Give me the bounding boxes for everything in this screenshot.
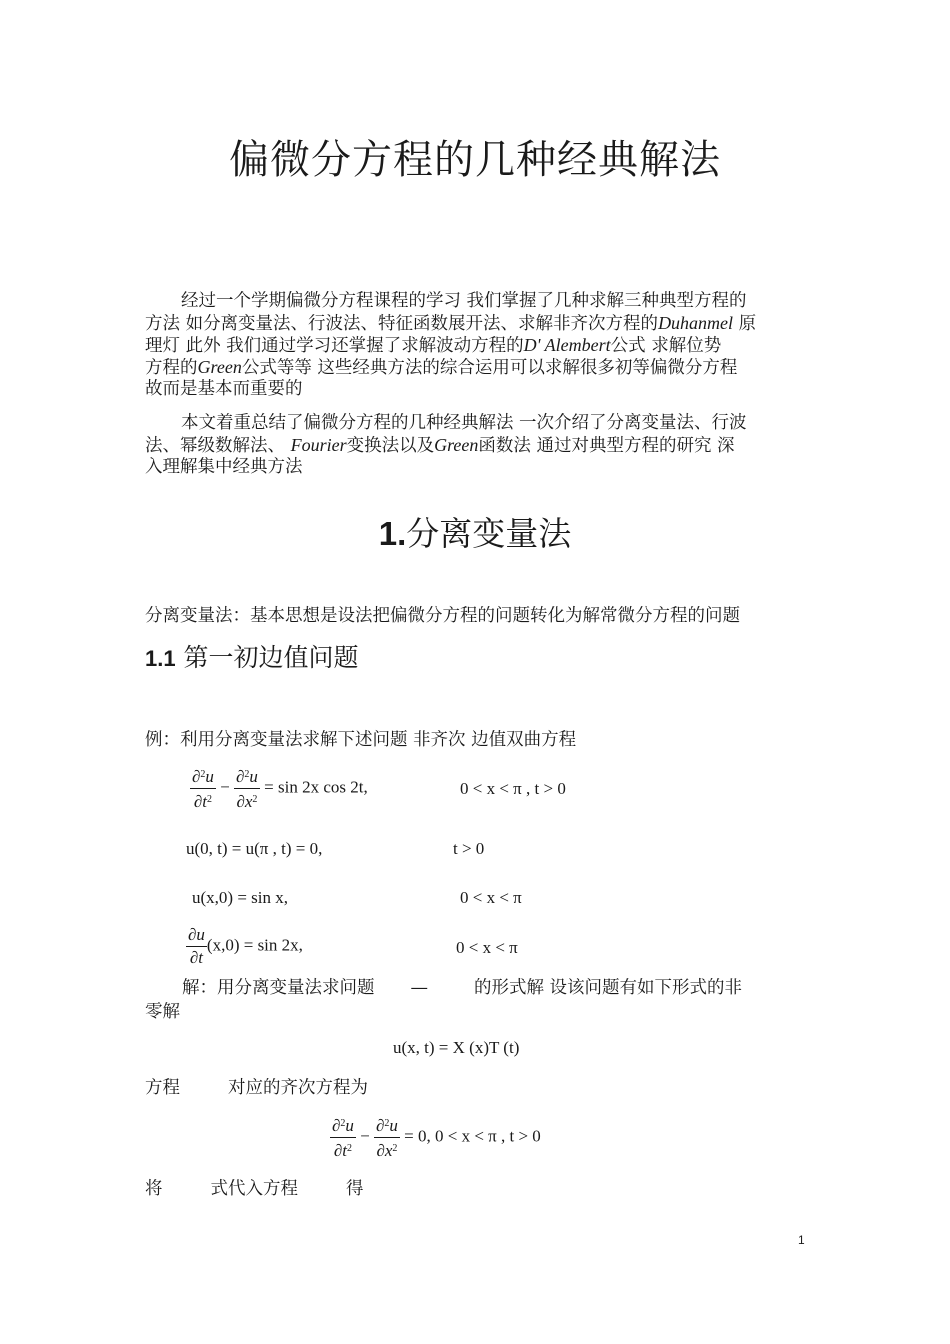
section-title: 分离变量法 xyxy=(406,514,572,553)
text-line: 故而是基本而重要的 xyxy=(145,379,303,399)
term-fourier: Fourier xyxy=(290,435,347,455)
fraction: $\frac{\partial u}{\partial t}$ xyxy=(188,925,205,967)
term-duhanmel: Duhanmel xyxy=(658,313,734,333)
section-1-heading xyxy=(0,508,950,555)
text-line: 方程的Green公式等等 这些经典方法的综合运用可以求解很多初等偏微分方程 xyxy=(145,357,738,378)
section-1-1-heading xyxy=(145,638,359,674)
equation-5: $\frac{\partial^2u}{\partial t^2}$ − $\frac{\partial^2u}{\partial x^2}$ = 0, 0 < x < π , t > 0 xyxy=(332,1116,541,1160)
equation-4 xyxy=(186,925,303,968)
example-intro: 例：利用分离变量法求解下述问题 非齐次 边值双曲方程 xyxy=(145,730,577,750)
solution-line-4: 将 式代入方程 得 xyxy=(145,1179,364,1199)
solution-line-3: 方程 对应的齐次方程为 xyxy=(145,1078,368,1098)
fraction: $\frac{\partial^2u}{\partial t^2}$ xyxy=(332,1116,354,1160)
section-1-description: 分离变量法：基本思想是设法把偏微分方程的问题转化为解常微分方程的问题 xyxy=(145,606,740,626)
section-number: 1. xyxy=(378,515,407,552)
text-line: 经过一个学期偏微分方程课程的学习 我们掌握了几种求解三种典型方程的 xyxy=(181,291,747,311)
equation-3-condition: 0 < x < π xyxy=(460,888,522,907)
solution-line-2: 零解 xyxy=(145,1002,180,1022)
solution-line-1: 解：用分离变量法求问题 — 的形式解 设该问题有如下形式的非 xyxy=(182,978,743,998)
text-line: 入理解集中经典方法 xyxy=(145,457,303,477)
separation-formula: u(x, t) = X (x)T (t) xyxy=(393,1038,520,1057)
text-line: 法、幂级数解法、 Fourier变换法以及Green函数法 通过对典型方程的研究 深 xyxy=(145,435,735,456)
intro-paragraph-2 xyxy=(145,412,807,478)
section-number: 1.1 xyxy=(145,646,176,671)
text-line: 本文着重总结了偏微分方程的几种经典解法 一次介绍了分离变量法、行波 xyxy=(181,413,747,433)
text-line: 方法 如分离变量法、行波法、特征函数展开法、求解非齐次方程的Duhanmel 原 xyxy=(145,313,757,334)
intro-paragraph-1 xyxy=(145,290,807,400)
term-dalembert: D' Alembert xyxy=(523,335,611,355)
equation-2: u(0, t) = u(π , t) = 0, xyxy=(186,839,323,858)
text-line: 理灯 此外 我们通过学习还掌握了求解波动方程的D' Alembert公式 求解位势 xyxy=(145,335,722,356)
equation-rhs: = 0, 0 < x < π , t > 0 xyxy=(404,1126,541,1146)
equation-4-condition: 0 < x < π xyxy=(456,938,518,957)
page-title: 偏微分方程的几种经典解法 xyxy=(229,137,721,183)
equation-1-condition: 0 < x < π , t > 0 xyxy=(460,779,566,798)
equation-rhs: = sin 2x cos 2t, xyxy=(264,777,368,797)
equation-3: u(x,0) = sin x, xyxy=(192,888,288,907)
term-green: Green xyxy=(197,357,242,377)
section-title: 第一初边值问题 xyxy=(183,643,359,672)
fraction: $\frac{\partial^2u}{\partial x^2}$ xyxy=(236,767,258,811)
equation-1: $\frac{\partial^2u}{\partial t^2}$ − $\frac{\partial^2u}{\partial x^2}$ = sin 2x cos 2t, xyxy=(192,767,368,811)
equation-2-condition: t > 0 xyxy=(453,839,485,858)
term-green: Green xyxy=(434,435,479,455)
equation-rhs: (x,0) = sin 2x, xyxy=(206,935,303,955)
page-number: 1 xyxy=(798,1233,805,1247)
fraction: $\frac{\partial^2u}{\partial x^2}$ xyxy=(376,1116,398,1160)
fraction: $\frac{\partial^2u}{\partial t^2}$ xyxy=(192,767,214,811)
